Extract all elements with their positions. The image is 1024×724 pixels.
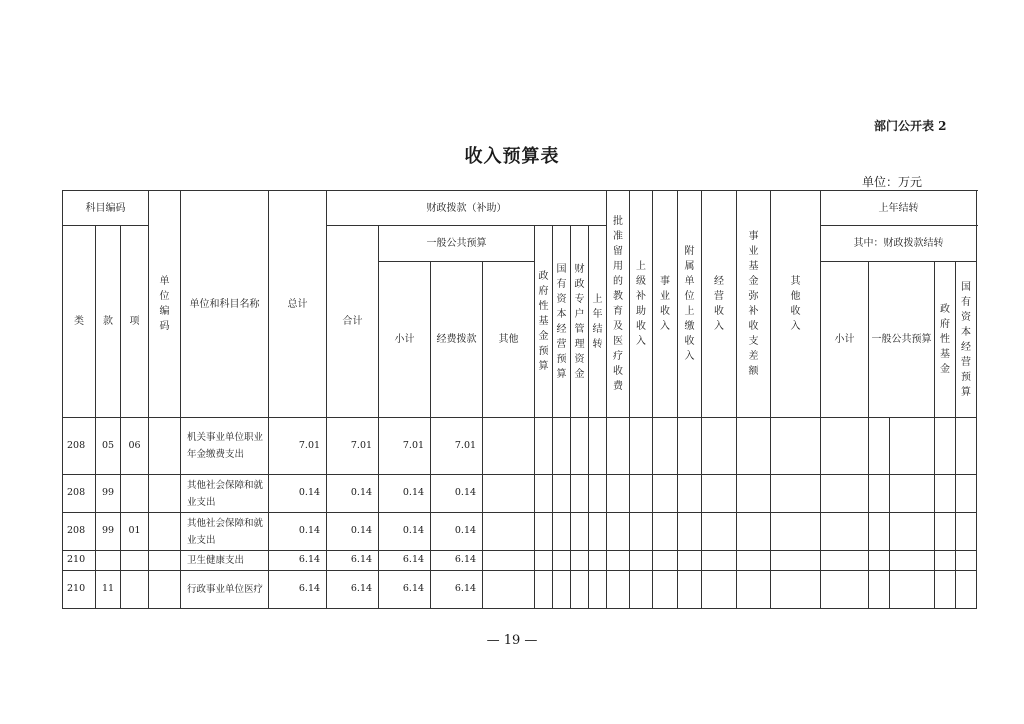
xiang-cell: 06 bbox=[121, 418, 149, 475]
general-budget-header: 一般公共预算 bbox=[379, 226, 535, 262]
fund-deficit-header: 事业基金弥补收支差额 bbox=[737, 191, 771, 418]
unit-name-cell: 行政事业单位医疗 bbox=[181, 571, 269, 609]
unit-code-cell bbox=[149, 475, 181, 513]
superior-subsidy-header: 上级补助收入 bbox=[630, 191, 653, 418]
fiscal-total-header: 合计 bbox=[327, 226, 379, 418]
subtotal-cell: 6.14 bbox=[379, 571, 431, 609]
fiscal-total-cell: 7.01 bbox=[327, 418, 379, 475]
form-number-tag: 部门公开表 2 bbox=[874, 119, 947, 133]
unit-name-cell: 其他社会保障和就业支出 bbox=[181, 475, 269, 513]
funding-cell: 6.14 bbox=[431, 571, 483, 609]
unit-name-header: 单位和科目名称 bbox=[181, 191, 269, 418]
table-row bbox=[63, 551, 977, 571]
unit-code-header: 单位编码 bbox=[149, 191, 181, 418]
kuan-header: 款 bbox=[96, 226, 121, 418]
funding-cell: 6.14 bbox=[431, 551, 483, 571]
lei-cell: 208 bbox=[63, 418, 96, 475]
xiang-cell bbox=[121, 571, 149, 609]
unit-name-cell: 其他社会保障和就业支出 bbox=[181, 513, 269, 551]
kuan-cell: 99 bbox=[96, 475, 121, 513]
fiscal-header: 财政拨款（补助） bbox=[327, 191, 607, 226]
fiscal-total-cell: 0.14 bbox=[327, 475, 379, 513]
table-row bbox=[63, 571, 977, 609]
table-row bbox=[63, 475, 977, 513]
co-general-header: 一般公共预算 bbox=[869, 262, 935, 418]
co-gov-fund-header: 政府性基金 bbox=[935, 262, 956, 418]
subtotal-cell: 0.14 bbox=[379, 475, 431, 513]
unit-code-cell bbox=[149, 551, 181, 571]
gov-fund-header: 政府性基金预算 bbox=[535, 226, 553, 418]
co-state-capital-header: 国有资本经营预算 bbox=[956, 262, 977, 418]
xiang-header: 项 bbox=[121, 226, 149, 418]
xiang-cell bbox=[121, 551, 149, 571]
table-row bbox=[63, 418, 977, 475]
operating-income-header: 经营收入 bbox=[702, 191, 737, 418]
kuan-cell: 05 bbox=[96, 418, 121, 475]
fiscal-total-cell: 6.14 bbox=[327, 551, 379, 571]
unit-code-cell bbox=[149, 513, 181, 551]
subtotal-cell: 7.01 bbox=[379, 418, 431, 475]
kemu-header: 科目编码 bbox=[63, 191, 149, 226]
unit-name-cell: 机关事业单位职业年金缴费支出 bbox=[181, 418, 269, 475]
lei-cell: 210 bbox=[63, 571, 96, 609]
lei-cell: 208 bbox=[63, 475, 96, 513]
page-number: — 19 — bbox=[486, 633, 538, 648]
other-income-header: 其他收入 bbox=[771, 191, 821, 418]
lei-cell: 208 bbox=[63, 513, 96, 551]
funding-header: 经费拨款 bbox=[431, 262, 483, 418]
career-income-header: 事业收入 bbox=[653, 191, 678, 418]
fiscal-total-cell: 6.14 bbox=[327, 571, 379, 609]
table-row bbox=[63, 513, 977, 551]
kuan-cell: 11 bbox=[96, 571, 121, 609]
kuan-cell bbox=[96, 551, 121, 571]
funding-cell: 0.14 bbox=[431, 475, 483, 513]
kuan-cell: 99 bbox=[96, 513, 121, 551]
total-cell: 7.01 bbox=[269, 418, 327, 475]
unit-code-cell bbox=[149, 418, 181, 475]
fiscal-total-cell: 0.14 bbox=[327, 513, 379, 551]
carryover-fiscal-header: 其中：财政拨款结转 bbox=[821, 226, 977, 262]
header-row-1 bbox=[63, 191, 977, 226]
co-subtotal-header: 小计 bbox=[821, 262, 869, 418]
total-cell: 0.14 bbox=[269, 475, 327, 513]
subtotal-header: 小计 bbox=[379, 262, 431, 418]
lei-header: 类 bbox=[63, 226, 96, 418]
funding-cell: 7.01 bbox=[431, 418, 483, 475]
page-title: 收入预算表 bbox=[464, 146, 560, 167]
lei-cell: 210 bbox=[63, 551, 96, 571]
affiliate-income-header: 附属单位上缴收入 bbox=[678, 191, 702, 418]
carryover-header: 上年结转 bbox=[821, 191, 977, 226]
total-cell: 6.14 bbox=[269, 551, 327, 571]
total-cell: 6.14 bbox=[269, 571, 327, 609]
subtotal-cell: 6.14 bbox=[379, 551, 431, 571]
xiang-cell bbox=[121, 475, 149, 513]
funding-cell: 0.14 bbox=[431, 513, 483, 551]
special-account-header: 财政专户管理资金 bbox=[571, 226, 589, 418]
state-capital-header: 国有资本经营预算 bbox=[553, 226, 571, 418]
total-header: 总计 bbox=[269, 191, 327, 418]
xiang-cell: 01 bbox=[121, 513, 149, 551]
income-budget-table bbox=[62, 190, 977, 609]
unit-name-cell: 卫生健康支出 bbox=[181, 551, 269, 571]
subtotal-cell: 0.14 bbox=[379, 513, 431, 551]
other-header: 其他 bbox=[483, 262, 535, 418]
unit-label: 单位：万元 bbox=[862, 175, 923, 189]
total-cell: 0.14 bbox=[269, 513, 327, 551]
unit-code-cell bbox=[149, 571, 181, 609]
edu-fee-header: 批准留用的教育及医疗收费 bbox=[607, 191, 630, 418]
carryover-total-header: 上年结转 bbox=[589, 226, 607, 418]
